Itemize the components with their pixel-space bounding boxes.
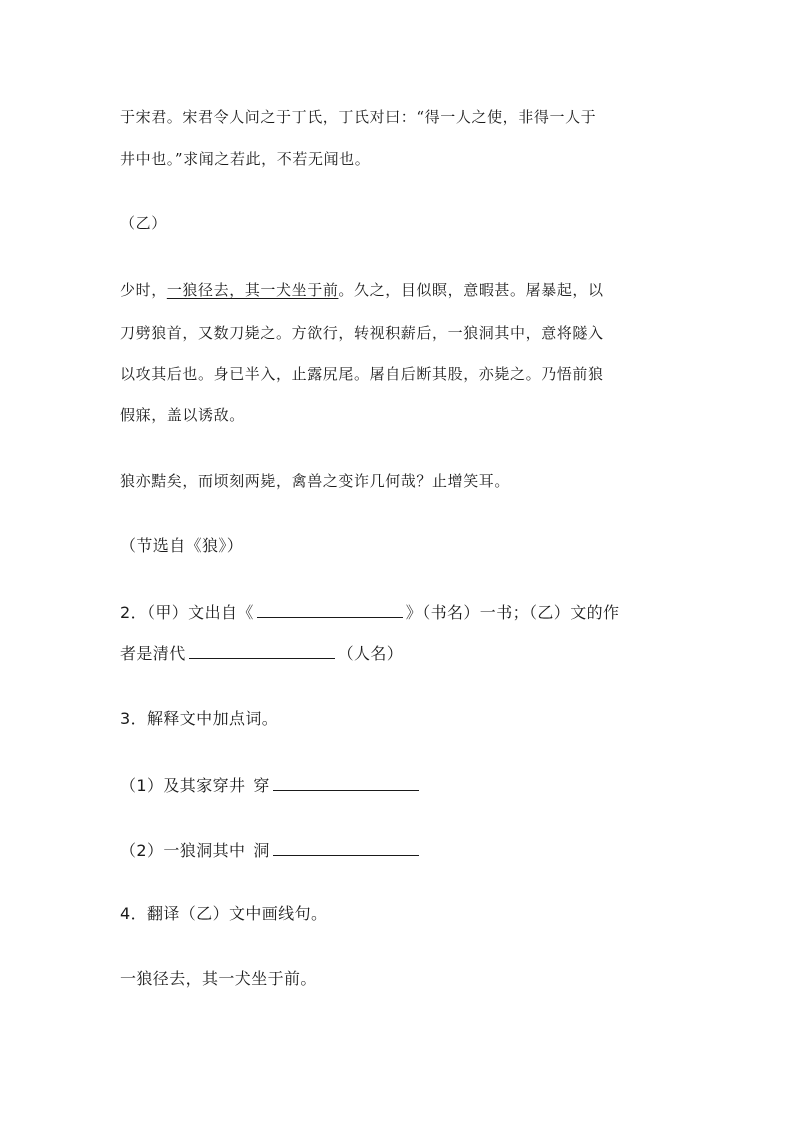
q2-text-4: （人名） <box>337 644 404 663</box>
item-2-answer-blank[interactable] <box>273 839 419 856</box>
yi-text-before: 少时， <box>120 281 167 299</box>
yi-para2: 狼亦黠矣，而顷刻两毙，禽兽之变诈几何哉？止增笑耳。 <box>120 472 511 490</box>
jia-text-line-2: 井中也。”求闻之若此，不若无闻也。 <box>120 150 371 168</box>
yi-para1-line-3: 以攻其后也。身已半入，止露尻尾。屠自后断其股，亦毙之。乃悟前狼 <box>120 365 604 383</box>
item-1-answer-blank[interactable] <box>273 774 419 791</box>
jia-text-line-1: 于宋君。宋君令人问之于丁氏，丁氏对曰：“得一人之使，非得一人于 <box>120 108 597 126</box>
yi-para1-line-1 <box>120 279 680 301</box>
book-title-blank[interactable] <box>257 601 403 618</box>
question-2-line-1 <box>120 601 680 624</box>
question-4-sentence: 一狼径去，其一犬坐于前。 <box>120 969 317 988</box>
underlined-sentence: 一狼径去，其一犬坐于前 <box>166 281 339 299</box>
item-2-word: 洞 <box>253 841 270 860</box>
item-2-number: （2） <box>120 841 164 860</box>
question-3-item-1 <box>120 774 680 797</box>
author-name-blank[interactable] <box>189 642 335 659</box>
yi-para1-line-2: 刀劈狼首，又数刀毙之。方欲行，转视积薪后，一狼洞其中，意将隧入 <box>120 324 604 342</box>
q2-text-3: 者是清代 <box>120 644 186 663</box>
item-1-word: 穿 <box>253 776 270 795</box>
question-3-item-2 <box>120 839 680 862</box>
q2-text-2: 》（书名）一书；（乙）文的作 <box>405 603 620 622</box>
yi-section-label: （乙） <box>120 214 167 232</box>
yi-text-after: 。久之，目似瞑，意暇甚。屠暴起，以 <box>338 281 604 299</box>
item-1-text: 及其家穿井 <box>163 776 246 795</box>
question-2-line-2 <box>120 642 680 665</box>
question-3-title: 3．解释文中加点词。 <box>120 709 279 728</box>
question-2-number: 2． <box>120 603 147 622</box>
question-4-title: 4．翻译（乙）文中画线句。 <box>120 904 328 923</box>
item-1-number: （1） <box>120 776 164 795</box>
yi-para1-line-4: 假寐，盖以诱敌。 <box>120 406 245 424</box>
q2-text-1: （甲）文出自《 <box>146 603 254 622</box>
item-2-text: 一狼洞其中 <box>163 841 246 860</box>
source-note: （节选自《狼》） <box>120 536 244 555</box>
